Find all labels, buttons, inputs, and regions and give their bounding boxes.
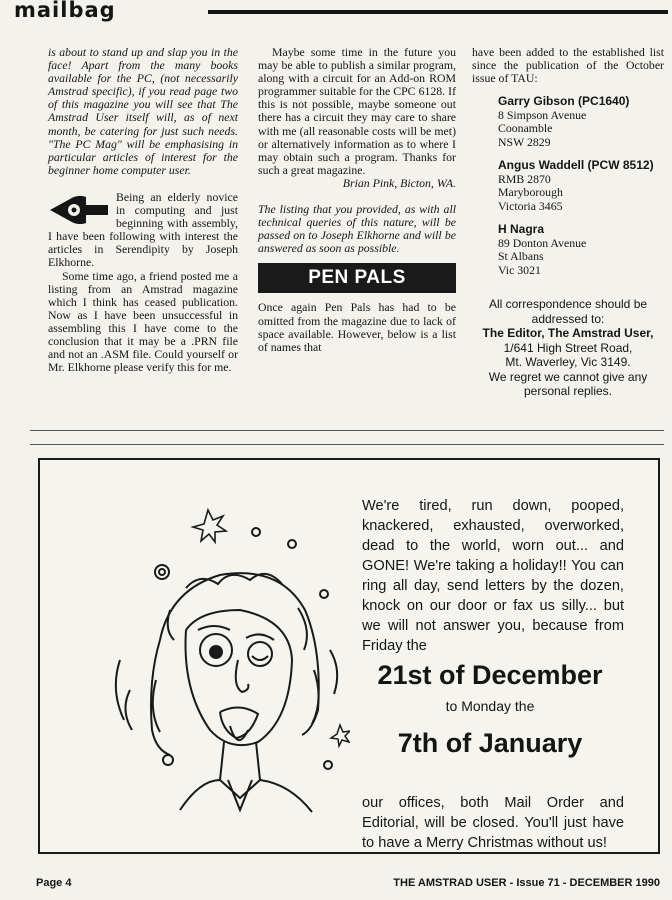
divider (30, 430, 664, 431)
penpal-entry (498, 223, 664, 277)
notice-text-top (362, 496, 624, 656)
correspondence-line: We regret we cannot give any personal replies. (488, 369, 648, 399)
penpal-address-line: Victoria 3465 (498, 198, 563, 213)
editor-note: The listing that you provided, as with all technical queries of this nature, will be passed on to Joseph Elkhorne and will be answered as soon as possible. (258, 202, 456, 256)
date-connector: to Monday the (445, 698, 535, 714)
divider (30, 444, 664, 445)
editor-reply: is about to stand up and slap you in the face! Apart from the many books available for the PC, (not necessarily Amstrad specific), if you read page two of this magazine you will see that The Amstrad User itself will, as of next month, be catering for just such needs. "The PC Mag" will be emphasising in particular articles of interest for the beginner home computer user. (48, 45, 238, 177)
penpal-name: Angus Waddell (PCW 8512) (498, 158, 654, 173)
column-3 (472, 46, 664, 399)
correspondence-line: All correspondence should be addressed to: (488, 297, 648, 326)
letter-paragraph-1: Being an elderly novice in computing and just beginning with assembly, I have been following with interest the articles in Serendipity by Joseph Elkhorne. (48, 189, 238, 270)
holiday-notice-box (38, 458, 660, 854)
masthead-rule (208, 10, 668, 14)
closing-date-end: 7th of January (397, 728, 583, 758)
correspondence-line: Mt. Waverley, Vic 3149. (505, 355, 631, 370)
penpal-address-line: Maryborough (498, 185, 563, 200)
penpal-address-line: NSW 2829 (498, 134, 551, 149)
column-1 (48, 46, 238, 374)
notice-paragraph: our offices, both Mail Order and Editorial, will be closed. You'll just have to have a Merry Christmas without us! (362, 794, 624, 851)
section-title: mailbag (14, 0, 116, 22)
closing-date-start: 21st of December (377, 660, 603, 690)
letter-paragraph-2: Some time ago, a friend posted me a listing from an Amstrad magazine which I think has ceased publication. Now as I have been unsuccessful in assembling this I have come to the conclusion that it may be a .PRN file and not an .ASM file. Could yourself or Mr. Elkhorne please verify this for me. (48, 268, 238, 375)
penpal-address-line: RMB 2870 (498, 171, 551, 186)
penpal-address-line: 89 Donton Avenue (498, 235, 587, 250)
column-2 (258, 46, 456, 354)
tired-face-cartoon-icon (90, 480, 350, 850)
notice-paragraph: We're tired, run down, pooped, knackered, exhausted, overworked, dead to the world, worn out... and GONE! We're taking a holiday!! You can ring all day, send letters by the dozen, knock on our door or fax us silly... but we will not answer you, because from Friday the (362, 498, 624, 654)
penpals-heading: PEN PALS (258, 263, 456, 293)
page-number: Page 4 (36, 877, 72, 889)
penpal-name: Garry Gibson (PC1640) (498, 94, 630, 109)
pen-nib-icon (48, 193, 110, 227)
penpals-intro: have been added to the established list since the publication of the October issue of TAU: (472, 45, 664, 86)
penpals-text: Once again Pen Pals has had to be omitted from the magazine due to lack of space available. However, below is a list of names that (258, 300, 456, 354)
penpal-address-line: Vic 3021 (498, 262, 541, 277)
issue-footer: THE AMSTRAD USER - Issue 71 - DECEMBER 1990 (393, 877, 660, 889)
notice-text-bottom (362, 778, 624, 867)
penpal-entry (498, 159, 664, 213)
letter-paragraph-3: Maybe some time in the future you may be able to publish a similar program, along with a circuit for an Add-on ROM programmer suitable for the CPC 6128. If this is not possible, maybe someone out there has a circuit they may care to share with me (all reasonable costs will be met) or alternatively information as to where I may obtain such a program. Thanks for such a great magazine. (258, 45, 456, 177)
correspondence-notice (472, 297, 664, 399)
correspondence-editor: The Editor, The Amstrad User, (482, 326, 654, 341)
penpal-address-line: 8 Simpson Avenue (498, 107, 587, 122)
penpal-address-line: St Albans (498, 249, 544, 264)
correspondence-line: 1/641 High Street Road, (503, 340, 633, 355)
letter-signature: Brian Pink, Bicton, WA. (342, 175, 456, 190)
penpal-entry (498, 95, 664, 149)
penpal-address-line: Coonamble (498, 121, 553, 136)
masthead (8, 0, 668, 22)
penpal-name: H Nagra (498, 222, 545, 237)
